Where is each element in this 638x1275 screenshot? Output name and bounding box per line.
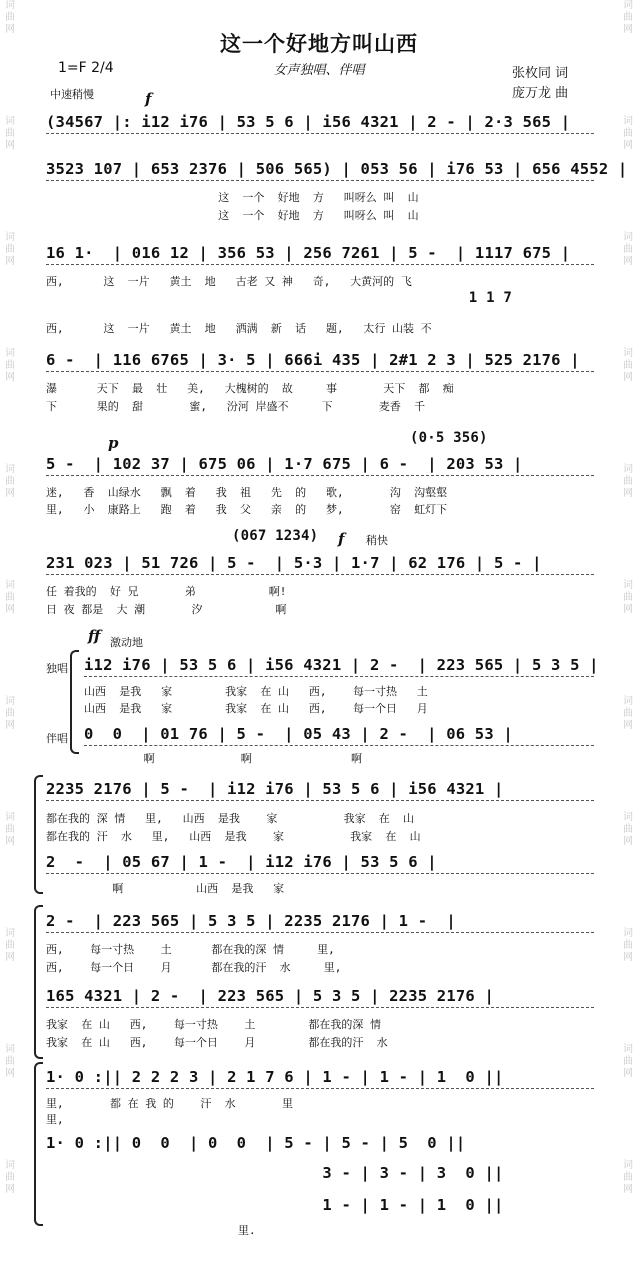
tempo-marking: 中速稍慢 [50,88,94,101]
score-row-5-tail: (0·5 356) [410,430,488,446]
score-row-2: 3523 107 | 653 2376 | 506 565) | 053 56 | i76 53 | 656 4552 | [46,160,628,178]
lyrics-row-4b: 下 果的 甜 蜜, 汾河 岸盛不 下 麦香 千 [46,400,426,413]
lyrics-row-9c: 我家 在 山 西, 每一寸热 土 都在我的深 情 [46,1018,381,1031]
key-signature: 1=F 2/4 [58,60,114,76]
tempo-faster: 稍快 [366,534,388,547]
lyrics-row-7a: 山西 是我 家 我家 在 山 西, 每一寸热 土 [84,685,428,698]
lyrics-row-8a: 都在我的 深 情 里, 山西 是我 家 我家 在 山 [46,812,415,825]
system-bracket-7 [70,650,79,754]
lyrics-row-9a: 西, 每一寸热 土 都在我的深 情 里, [46,943,335,956]
score-row-9-chorus: 165 4321 | 2 - | 223 565 | 5 3 5 | 2235 2176 | [46,987,604,1005]
dynamic-piano: p [108,434,119,452]
song-title: 这一个好地方叫山西 [220,32,418,56]
lyrics-row-9b: 西, 每一个日 月 都在我的汗 水 里, [46,961,342,974]
watermark-left: 词曲网 词曲网 词曲网 词曲网 词曲网 词曲网 词曲网 词曲网 词曲网 词曲网 词曲网 [5,0,15,1195]
score-row-6-top: (067 1234) [232,528,319,544]
score-row-10-chorus-3: 1 - | 1 - | 1 0 || [46,1196,504,1214]
lyrics-row-5b: 里, 小 康路上 跑 着 我 父 亲 的 梦, 窑 虹灯下 [46,503,448,516]
score-row-8-solo: 2235 2176 | 5 - | i12 i76 | 53 5 6 | i56 4321 | [46,780,604,798]
lyrics-row-9d: 我家 在 山 西, 每一个日 月 都在我的汗 水 [46,1036,388,1049]
lyrics-row-5a: 迷, 香 山绿水 飘 着 我 祖 先 的 歌, 沟 沟壑壑 [46,486,448,499]
score-row-3: 16 1· | 016 12 | 356 53 | 256 7261 | 5 - | 1117 675 | [46,244,604,262]
chorus-label: 伴唱 [46,732,68,745]
dynamic-forte-2: f [338,530,345,548]
score-row-1: (34567 |: i12 i76 | 53 5 6 | i56 4321 | 2 - | 2·3 565 | [46,113,604,131]
score-row-5: 5 - | 102 37 | 675 06 | 1·7 675 | 6 - | 203 53 | [46,455,604,473]
score-row-8-chorus: 2 - | 05 67 | 1 - | i12 i76 | 53 5 6 | [46,853,604,871]
score-row-10-chorus-2: 3 - | 3 - | 3 0 || [46,1164,504,1182]
lyrics-row-10b: 里, [46,1113,64,1126]
lyrics-row-7c: 啊 啊 啊 [84,752,363,765]
score-row-9-solo: 2 - | 223 565 | 5 3 5 | 2235 2176 | 1 - | [46,912,604,930]
watermark-right: 词曲网 词曲网 词曲网 词曲网 词曲网 词曲网 词曲网 词曲网 词曲网 词曲网 词曲网 [623,0,633,1195]
lyrics-row-10a: 里, 都 在 我 的 汗 水 里 [46,1097,293,1110]
score-row-6: 231 023 | 51 726 | 5 - | 5·3 | 1·7 | 62 176 | 5 - | [46,554,604,572]
solo-label: 独唱 [46,662,68,675]
lyrics-row-10c: 里. [46,1224,256,1237]
dynamic-fortissimo: ff [88,627,101,645]
lyrics-row-7b: 山西 是我 家 我家 在 山 西, 每一个日 月 [84,702,428,715]
lyrics-row-3b: 西, 这 一片 黄土 地 洒满 新 话 题, 太行 山装 不 [46,322,432,335]
lyrics-row-6b: 日 夜 都是 大 潮 汐 啊 [46,603,287,616]
lyrics-row-8b: 都在我的 汗 水 里, 山西 是我 家 我家 在 山 [46,830,421,843]
lyrics-row-3a: 西, 这 一片 黄土 地 古老 又 神 奇, 大黄河的 飞 [46,275,412,288]
score-row-10-solo: 1· 0 :|| 2 2 2 3 | 2 1 7 6 | 1 - | 1 - | 1 0 || [46,1068,604,1086]
lyrics-row-4a: 瀑 天下 最 壮 美, 大槐树的 故 事 天下 都 痴 [46,382,454,395]
score-row-10-chorus: 1· 0 :|| 0 0 | 0 0 | 5 - | 5 - | 5 0 || [46,1134,466,1152]
lyrics-row-6a: 任 着我的 好 兄 弟 啊! [46,585,287,598]
score-row-4: 6 - | 116 6765 | 3· 5 | 666i 435 | 2#1 2 3 | 525 2176 | [46,351,604,369]
dynamic-forte: f [145,90,152,108]
lyricist-credit: 张枚同 词 [512,66,569,81]
expression-excited: 激动地 [110,636,143,649]
performance-subtitle: 女声独唱、伴唱 [273,63,365,78]
score-row-3-alt: 1 1 7 [46,290,512,306]
system-bracket-8 [34,775,43,894]
lyrics-row-2b: 这 一个 好地 方 叫呀么 叫 山 [46,209,419,222]
score-row-7-chorus: 0 0 | 01 76 | 5 - | 05 43 | 2 - | 06 53 | [84,725,604,743]
system-bracket-10 [34,1062,43,1226]
system-bracket-9 [34,905,43,1059]
score-row-7-solo: i12 i76 | 53 5 6 | i56 4321 | 2 - | 223 565 | 5 3 5 | [84,656,604,674]
lyrics-row-8c: 啊 山西 是我 家 [46,882,285,895]
lyrics-row-2a: 这 一个 好地 方 叫呀么 叫 山 [46,191,419,204]
composer-credit: 庞万龙 曲 [512,86,569,101]
